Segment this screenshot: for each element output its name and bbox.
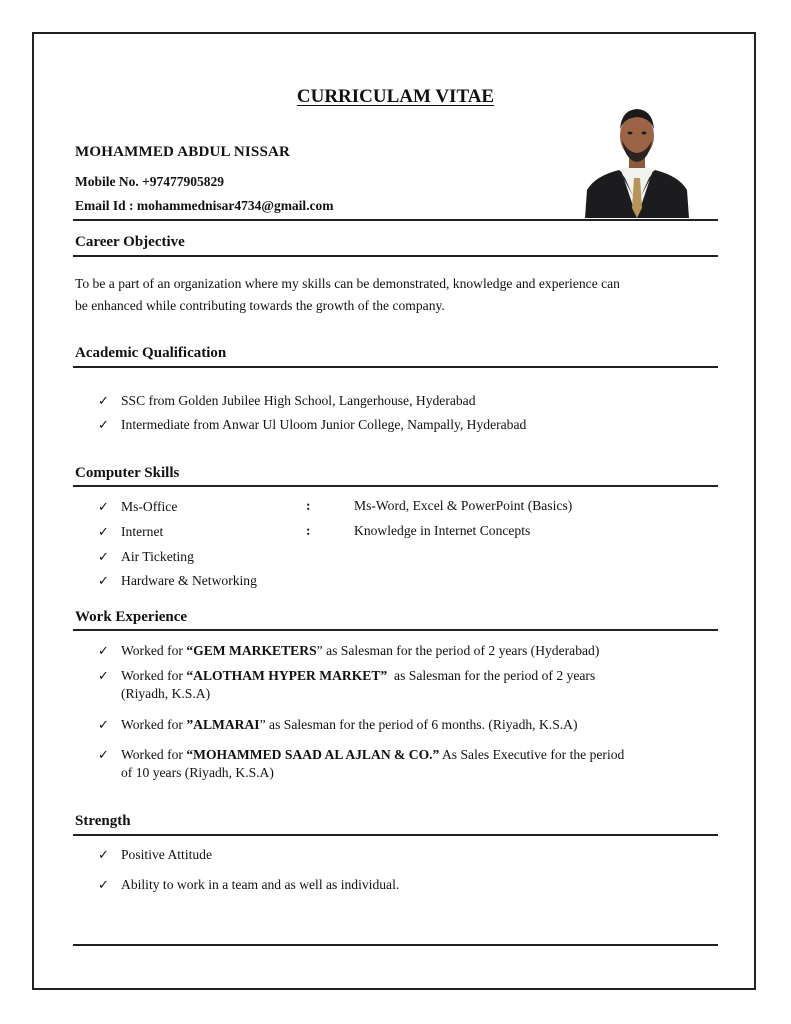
check-icon: ✓ xyxy=(98,549,109,564)
work-item: Worked for “MOHAMMED SAAD AL AJLAN & CO.” As Sales Executive for the period of 10 years (Riyadh, K.S.A) xyxy=(121,747,625,780)
skill-colon: : xyxy=(306,498,311,513)
skill-label: Ms-Office xyxy=(121,499,178,514)
footer-divider xyxy=(73,944,718,946)
document-title: CURRICULAM VITAE xyxy=(296,86,495,107)
section-heading-work-experience: Work Experience xyxy=(75,609,188,625)
check-icon: ✓ xyxy=(98,393,109,408)
skill-label: Air Ticketing xyxy=(121,549,194,564)
check-icon: ✓ xyxy=(98,747,109,762)
check-icon: ✓ xyxy=(98,877,109,892)
section-divider xyxy=(73,485,718,487)
profile-photo xyxy=(585,98,689,218)
check-icon: ✓ xyxy=(98,847,109,862)
mobile-number: Mobile No. +97477905829 xyxy=(75,174,225,189)
academic-item: SSC from Golden Jubilee High School, Langerhouse, Hyderabad xyxy=(121,393,476,408)
work-item: Worked for “GEM MARKETERS” as Salesman for the period of 2 years (Hyderabad) xyxy=(121,643,600,658)
skill-label: Hardware & Networking xyxy=(121,573,257,588)
section-divider xyxy=(73,255,718,257)
section-divider xyxy=(73,629,718,631)
work-item: Worked for “ALOTHAM HYPER MARKET” as Salesman for the period of 2 years (Riyadh, K.S.A) xyxy=(121,668,596,701)
skill-value: Ms-Word, Excel & PowerPoint (Basics) xyxy=(354,498,573,513)
skill-colon: : xyxy=(306,523,311,538)
work-item: Worked for ”ALMARAI” as Salesman for the period of 6 months. (Riyadh, K.S.A) xyxy=(121,717,578,732)
candidate-name: MOHAMMED ABDUL NISSAR xyxy=(75,144,291,160)
section-heading-strength: Strength xyxy=(75,813,131,829)
skill-label: Internet xyxy=(121,524,164,539)
career-objective-text xyxy=(75,273,715,317)
section-divider xyxy=(73,834,718,836)
strength-item: Positive Attitude xyxy=(121,847,213,862)
skill-value: Knowledge in Internet Concepts xyxy=(354,523,531,538)
check-icon: ✓ xyxy=(98,524,109,539)
check-icon: ✓ xyxy=(98,573,109,588)
check-icon: ✓ xyxy=(98,717,109,732)
section-heading-computer-skills: Computer Skills xyxy=(75,465,180,481)
career-objective-line: To be a part of an organization where my skills can be demonstrated, knowledge and experience can xyxy=(75,276,620,291)
strength-item: Ability to work in a team and as well as individual. xyxy=(121,877,400,892)
section-heading-academic-qualification: Academic Qualification xyxy=(75,345,227,361)
section-divider xyxy=(73,366,718,368)
section-heading-career-objective: Career Objective xyxy=(75,234,185,250)
career-objective-line: be enhanced while contributing towards the growth of the company. xyxy=(75,298,445,313)
check-icon: ✓ xyxy=(98,417,109,432)
check-icon: ✓ xyxy=(98,499,109,514)
header-divider xyxy=(73,219,718,221)
academic-item: Intermediate from Anwar Ul Uloom Junior College, Nampally, Hyderabad xyxy=(121,417,527,432)
check-icon: ✓ xyxy=(98,643,109,658)
check-icon: ✓ xyxy=(98,668,109,683)
email-address: Email Id : mohammednisar4734@gmail.com xyxy=(75,198,334,213)
